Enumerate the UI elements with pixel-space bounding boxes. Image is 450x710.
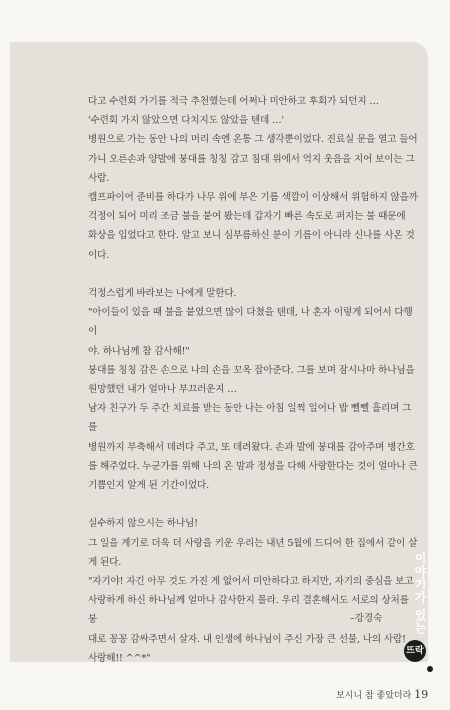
text-line: 다고 수련회 가기를 적극 추천했는데 어쩌나 미안하고 후회가 되던지 … bbox=[88, 96, 379, 107]
text-line: 대로 꽁꽁 감싸주면서 살자. 내 인생에 하나님이 주신 가장 큰 선물, 나의 사람! bbox=[88, 633, 406, 645]
text-line: 걱정이 되어 미리 조금 불을 붙여 봤는데 갑자기 빠른 속도로 퍼지는 불 때문에 bbox=[88, 211, 406, 223]
text-line: 게 된다. bbox=[88, 556, 122, 568]
text-line: 가니 오른손과 양발에 붕대를 칭칭 감고 침대 위에서 억지 웃음을 지어 보이는 그 bbox=[88, 153, 415, 165]
text-line: 사람. bbox=[88, 172, 110, 184]
page-number: 19 bbox=[414, 688, 429, 701]
text-line: 사랑해!! ^^*" bbox=[88, 652, 151, 664]
story-text bbox=[88, 92, 418, 668]
text-line: 남자 친구가 두 주간 치료를 받는 동안 나는 아침 일찍 일어나 밥 뻴뻴 흘리며 그를 bbox=[88, 403, 412, 434]
text-line: 기쁨인지 알게 된 기간이었다. bbox=[88, 480, 210, 492]
text-line: '수련회 가지 않았으면 다치지도 않았을 텐데 …' bbox=[88, 115, 284, 127]
text-line: 병원까지 부축해서 데려다 주고, 또 데려왔다. 손과 발에 붕대를 감아주며 병간호 bbox=[88, 441, 415, 453]
section-title-vertical: 이야기가 있는 bbox=[413, 552, 427, 636]
text-line: 사랑하게 하신 하나님께 얼마나 감사한지 몰라. 우리 결혼해서도 서로의 상처를 붕 bbox=[88, 595, 409, 626]
section-badge: 뜨락 bbox=[404, 640, 426, 662]
text-line: 이다. bbox=[88, 249, 110, 261]
text-line: 원망했던 내가 얼마나 부끄러운지 … bbox=[88, 384, 237, 396]
text-line: 야. 하나님께 참 감사해!" bbox=[88, 345, 190, 357]
decorative-dot bbox=[427, 666, 433, 672]
text-line: "자기야! 자긴 아무 것도 가진 게 없어서 미안하다고 하지만, 자기의 중심을 보고 bbox=[88, 576, 414, 588]
paragraph-gap bbox=[88, 495, 418, 514]
text-line: 병원으로 가는 동안 나의 머리 속엔 온통 그 생각뿐이었다. 진료실 문을 열고 들어 bbox=[88, 134, 418, 146]
running-title: 보시니 참 좋았더라 bbox=[336, 691, 412, 701]
text-line: 붕대를 칭칭 감은 손으로 나의 손을 꼬옥 잡아준다. 그를 보며 잠시나마 하나님을 bbox=[88, 364, 415, 376]
text-line: 화상을 입었다고 한다. 알고 보니 심부름하신 분이 기름이 아니라 신나를 사온 것 bbox=[88, 230, 415, 242]
page-footer bbox=[336, 688, 428, 701]
text-line: 실수하지 않으시는 하나님! bbox=[88, 518, 198, 530]
text-line: 그 일을 계기로 더욱 더 사랑을 키운 우리는 내년 5월에 드디어 한 집에서 같이 살 bbox=[88, 537, 418, 549]
paragraph-gap bbox=[88, 265, 418, 284]
text-line: "아이들이 있을 때 불을 붙였으면 많이 다쳤을 텐데, 나 혼자 이렇게 되어서 다행이 bbox=[88, 307, 413, 338]
text-line: 를 해주었다. 누군가를 위해 나의 온 맘과 정성을 다해 사랑한다는 것이 얼마나 큰 bbox=[88, 460, 418, 472]
text-line: 걱정스럽게 바라보는 나에게 말한다. bbox=[88, 288, 237, 300]
text-line: 캠프파이어 준비를 하다가 나무 위에 부은 기름 색깔이 이상해서 위험하지 않을까 bbox=[88, 192, 418, 204]
author-signature: –강경숙 bbox=[350, 613, 383, 624]
